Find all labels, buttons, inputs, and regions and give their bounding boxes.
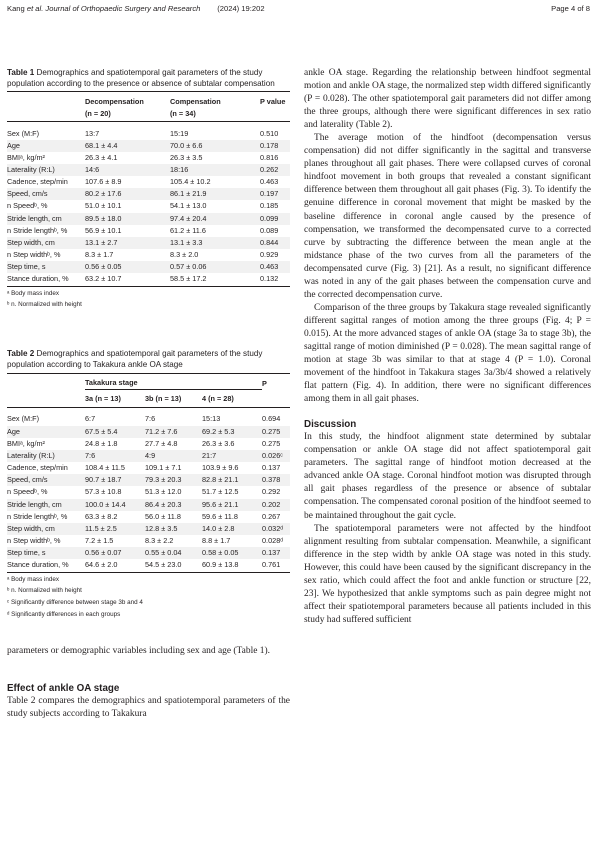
table-cell: 79.3 ± 20.3 bbox=[145, 475, 182, 485]
table-cell: 0.57 ± 0.06 bbox=[170, 262, 207, 272]
running-header bbox=[7, 4, 590, 18]
table-cell: 0.197 bbox=[260, 189, 279, 199]
table-cell bbox=[262, 390, 290, 408]
table-row bbox=[7, 128, 290, 140]
table-cell: 14:6 bbox=[85, 164, 100, 174]
table-row bbox=[7, 499, 290, 511]
table-cell: 0.510 bbox=[260, 128, 279, 138]
table1-header-row bbox=[7, 92, 290, 109]
table-cell: 3a (n = 13) bbox=[85, 390, 145, 408]
table-cell: Speed, cm/s bbox=[7, 475, 48, 485]
table-cell: 0.56 ± 0.05 bbox=[85, 262, 122, 272]
table-cell: 54.1 ± 13.0 bbox=[170, 201, 207, 211]
table-cell: Sex (M:F) bbox=[7, 128, 40, 138]
table-cell: Age bbox=[7, 426, 20, 436]
table-cell: Speed, cm/s bbox=[7, 189, 48, 199]
table-cell: 0.028ᵈ bbox=[262, 536, 284, 546]
table-cell: 71.2 ± 7.6 bbox=[145, 426, 178, 436]
table-cell: Step width, cm bbox=[7, 523, 55, 533]
table-cell: 86.4 ± 20.3 bbox=[145, 499, 182, 509]
table-row bbox=[7, 413, 290, 425]
table-cell: 0.137 bbox=[262, 463, 281, 473]
paragraph-step-width: ankle OA stage. Regarding the relationship between hindfoot segmental motion and ankle OA stage, the normalized step width differed significantly (P = 0.028). The other spatiotemporal gait parameters did not differ among the three groups, although there were significant differences in sex ratio and laterality (Table 2). bbox=[304, 68, 591, 131]
table2-header-row bbox=[7, 390, 290, 408]
table-cell: 8.3 ± 1.7 bbox=[85, 250, 114, 260]
table-cell: 24.8 ± 1.8 bbox=[85, 438, 118, 448]
table-cell: 51.0 ± 10.1 bbox=[85, 201, 122, 211]
table-row bbox=[7, 462, 290, 474]
table-cell: 0.378 bbox=[262, 475, 281, 485]
table-cell: 89.5 ± 18.0 bbox=[85, 213, 122, 223]
table-cell: 0.099 bbox=[260, 213, 279, 223]
table-cell: 7:6 bbox=[145, 414, 156, 424]
table-row bbox=[7, 438, 290, 450]
table-cell: 69.2 ± 5.3 bbox=[202, 426, 235, 436]
table-cell: 107.6 ± 8.9 bbox=[85, 177, 122, 187]
table-cell: Laterality (R:L) bbox=[7, 164, 55, 174]
table-row bbox=[7, 200, 290, 212]
table-cell: 8.3 ± 2.0 bbox=[170, 250, 199, 260]
table-cell: 51.3 ± 12.0 bbox=[145, 487, 182, 497]
table-cell: n Speedᵇ, % bbox=[7, 487, 48, 497]
table2-caption: Table 2 Demographics and spatiotemporal gait parameters of the study population according to Takakura ankle OA stage bbox=[7, 349, 263, 369]
table-cell bbox=[7, 374, 85, 390]
table-cell: n Step widthᵇ, % bbox=[7, 250, 61, 260]
table2 bbox=[7, 373, 290, 572]
table-cell: Step time, s bbox=[7, 548, 46, 558]
table-row bbox=[7, 237, 290, 249]
table-cell: 67.5 ± 5.4 bbox=[85, 426, 118, 436]
table-cell: 0.275 bbox=[262, 438, 281, 448]
table-row bbox=[7, 523, 290, 535]
table-cell: 26.3 ± 3.5 bbox=[170, 152, 203, 162]
table-cell: 21:7 bbox=[202, 450, 217, 460]
table-row bbox=[7, 152, 290, 164]
table-cell: Cadence, step/min bbox=[7, 177, 68, 187]
table-cell: 61.2 ± 11.6 bbox=[170, 225, 206, 235]
table-cell: 64.6 ± 2.0 bbox=[85, 559, 145, 572]
table-row bbox=[7, 261, 290, 273]
table-cell: (n = 34) bbox=[170, 108, 260, 121]
table-cell: 0.262 bbox=[260, 164, 279, 174]
table-cell: P bbox=[262, 374, 290, 390]
table-cell: n Stride lengthᵇ, % bbox=[7, 225, 68, 235]
table-cell: 97.4 ± 20.4 bbox=[170, 213, 207, 223]
table1 bbox=[7, 91, 290, 286]
table2-footnote: ᵃ Body mass index bbox=[7, 575, 60, 583]
table-cell: 15:13 bbox=[202, 414, 221, 424]
table-cell: Step width, cm bbox=[7, 237, 55, 247]
table-cell: 8.8 ± 1.7 bbox=[202, 536, 231, 546]
table-cell: 56.0 ± 11.8 bbox=[145, 511, 181, 521]
table-cell: 0.026ᶜ bbox=[262, 450, 283, 460]
paragraph-discussion-1: In this study, the hindfoot alignment state determined by subtalar compensation or ankle OA stage did not affect spatiotemporal gait parameters. The sagittal range of hindfoot motion decreased at the advanced ankle OA stage. Coronal hindfoot motion was disrupted through all gait phases regardless of the presence or absence of subtalar compensation. The compensated coronal position of the hindfoot seemed to be maintained throughout the gait cycle. bbox=[304, 432, 591, 521]
table-row bbox=[7, 213, 290, 225]
table-row bbox=[7, 535, 290, 547]
table-cell: P value bbox=[260, 92, 290, 109]
table2-footnote: ᵈ Significantly differences in each groups bbox=[7, 610, 121, 618]
table1-caption: Table 1 Demographics and spatiotemporal gait parameters of the study population according to the presence or absence of subtalar compensation bbox=[7, 68, 275, 88]
table-cell: 8.3 ± 2.2 bbox=[145, 536, 174, 546]
table-cell: 0.761 bbox=[262, 559, 290, 572]
table-cell: 6:7 bbox=[85, 414, 96, 424]
table-cell: 26.3 ± 3.6 bbox=[202, 438, 235, 448]
table-cell: 4:9 bbox=[145, 450, 156, 460]
table-cell: BMIᵃ, kg/m² bbox=[7, 152, 45, 162]
table-cell: 0.463 bbox=[260, 177, 279, 187]
table-cell: 86.1 ± 21.9 bbox=[170, 189, 207, 199]
table-cell: n Step widthᵇ, % bbox=[7, 536, 61, 546]
table-cell: 3b (n = 13) bbox=[145, 390, 202, 408]
table-cell: 0.137 bbox=[262, 548, 281, 558]
table2-footnote: ᶜ Significantly difference between stage 3b and 4 bbox=[7, 599, 143, 607]
table-cell: Stance duration, % bbox=[7, 273, 85, 286]
table-cell: 59.6 ± 11.8 bbox=[202, 511, 238, 521]
table-cell: Decompensation bbox=[85, 92, 170, 109]
table-cell: Takakura stage bbox=[85, 374, 262, 390]
table-cell: 7:6 bbox=[85, 450, 96, 460]
table-cell: 100.0 ± 14.4 bbox=[85, 499, 126, 509]
table-cell: Sex (M:F) bbox=[7, 414, 40, 424]
table-cell: Laterality (R:L) bbox=[7, 450, 55, 460]
table-cell: 0.292 bbox=[262, 487, 281, 497]
table-cell: 7.2 ± 1.5 bbox=[85, 536, 114, 546]
paragraph-ankle-oa: Table 2 compares the demographics and spatiotemporal parameters of the study subjects according to Takakura bbox=[7, 695, 290, 719]
section-heading-discussion: Discussion bbox=[304, 419, 357, 431]
table-row bbox=[7, 450, 290, 462]
table-cell: 13:7 bbox=[85, 128, 100, 138]
section-heading-ankle-oa: Effect of ankle OA stage bbox=[7, 682, 120, 694]
table-cell: 15:19 bbox=[170, 128, 189, 138]
table-cell: 68.1 ± 4.4 bbox=[85, 140, 118, 150]
table-row bbox=[7, 559, 290, 572]
table-cell: 70.0 ± 6.6 bbox=[170, 140, 203, 150]
table-cell: 0.185 bbox=[260, 201, 279, 211]
table-cell: 0.694 bbox=[262, 414, 281, 424]
table-cell: 90.7 ± 18.7 bbox=[85, 475, 122, 485]
table-row bbox=[7, 511, 290, 523]
left-column bbox=[7, 68, 290, 721]
table-cell: 13.1 ± 3.3 bbox=[170, 237, 203, 247]
table2-footnote: ᵇ n. Normalized with height bbox=[7, 587, 82, 595]
table-cell: 0.816 bbox=[260, 152, 279, 162]
table-cell: 0.132 bbox=[260, 273, 290, 286]
paragraph-takakura-comparison: Comparison of the three groups by Takakura stage revealed significantly different sagittal ranges of motion among the three groups (Fig. 4; P = 0.015). At the more advanced stages of ankle OA (stage 3a to stage 3b), the sagittal range of motion diminished (P = 0.028). The mean sagittal range of motion at stage 3b was similar to that at stage 4 (P = 1.0). Coronal movement of the hindfoot in Takakura stages 3a/3b/4 showed a relatively flat pattern (Fig. 4). In addition, there were no significant differences among them in all gait phases. bbox=[304, 302, 591, 405]
table-row bbox=[7, 273, 290, 286]
table-cell: 0.463 bbox=[260, 262, 279, 272]
table-cell: 11.5 ± 2.5 bbox=[85, 523, 117, 533]
page-number: Page 4 of 8 bbox=[551, 4, 590, 13]
table-row bbox=[7, 547, 290, 559]
table-cell bbox=[7, 108, 85, 121]
table1-footnote: ᵇ n. Normalized with height bbox=[7, 301, 82, 309]
table-cell: 51.7 ± 12.5 bbox=[202, 487, 239, 497]
table-cell: 95.6 ± 21.1 bbox=[202, 499, 239, 509]
table-cell: 0.275 bbox=[262, 426, 281, 436]
table-row bbox=[7, 486, 290, 498]
table-cell: 58.5 ± 17.2 bbox=[170, 273, 260, 286]
table-cell: 63.3 ± 8.2 bbox=[85, 511, 118, 521]
table-cell: 18:16 bbox=[170, 164, 189, 174]
table-cell: 27.7 ± 4.8 bbox=[145, 438, 178, 448]
table-cell bbox=[260, 108, 290, 121]
table-row bbox=[7, 249, 290, 261]
table-row bbox=[7, 164, 290, 176]
table-cell: 26.3 ± 4.1 bbox=[85, 152, 118, 162]
header-citation: Kang et al. Journal of Orthopaedic Surgery and Research (2024) 19:202 bbox=[7, 4, 265, 13]
table-cell: Step time, s bbox=[7, 262, 46, 272]
table-cell: 0.267 bbox=[262, 511, 281, 521]
table-cell: 103.9 ± 9.6 bbox=[202, 463, 239, 473]
table-cell bbox=[7, 390, 85, 408]
paragraph-results-summary: parameters or demographic variables including sex and age (Table 1). bbox=[7, 645, 270, 656]
table-cell: 12.8 ± 3.5 bbox=[145, 523, 178, 533]
table-cell: 0.58 ± 0.05 bbox=[202, 548, 239, 558]
paragraph-hindfoot-motion: The average motion of the hindfoot (decompensation versus compensation) did not differ significantly in the sagittal and transverse planes throughout all gait phases. There were collapsed curves of coronal hindfoot movement in both groups that revealed a constant significant difference between them throughout all gait phases (Fig. 3). To identify the genuine difference in coronal movement that might be masked by the baseline difference in coronal angle caused by the presence of compensation, we transformed the decompensated curve to a corrected curve by subtracting the difference between the mean angle at the midstance phase of the two curves from all the parameters of the decompensated curve (Fig. 3) [21]. As a result, no significant difference was noted in any of the gait phases between the compensation curve and the corrected decompensation curve. bbox=[304, 133, 591, 300]
table-cell bbox=[7, 92, 85, 109]
table-cell: 0.178 bbox=[260, 140, 279, 150]
table-cell: n Speedᵇ, % bbox=[7, 201, 48, 211]
table2-header-row bbox=[7, 374, 290, 390]
table1-footnote: ᵃ Body mass index bbox=[7, 289, 60, 297]
table-cell: Compensation bbox=[170, 92, 260, 109]
table-row bbox=[7, 225, 290, 237]
table1-footnotes bbox=[7, 288, 290, 312]
table-cell: 0.089 bbox=[260, 225, 279, 235]
table-cell: Age bbox=[7, 140, 20, 150]
table-cell: 0.202 bbox=[262, 499, 281, 509]
table-cell: 105.4 ± 10.2 bbox=[170, 177, 211, 187]
table-row bbox=[7, 188, 290, 200]
table-cell: n Stride lengthᵇ, % bbox=[7, 511, 68, 521]
table-cell: 54.5 ± 23.0 bbox=[145, 559, 202, 572]
table-cell: 0.55 ± 0.04 bbox=[145, 548, 182, 558]
table2-footnotes bbox=[7, 574, 290, 621]
table-row bbox=[7, 176, 290, 188]
table-cell: Stance duration, % bbox=[7, 559, 85, 572]
table-cell: 80.2 ± 17.6 bbox=[85, 189, 122, 199]
table-cell: 56.9 ± 10.1 bbox=[85, 225, 122, 235]
table-cell: Cadence, step/min bbox=[7, 463, 68, 473]
right-column bbox=[304, 67, 591, 627]
table-cell: 0.844 bbox=[260, 237, 279, 247]
table-cell: 4 (n = 28) bbox=[202, 390, 262, 408]
table-cell: 108.4 ± 11.5 bbox=[85, 463, 125, 473]
table-cell: 57.3 ± 10.8 bbox=[85, 487, 122, 497]
table-cell: 109.1 ± 7.1 bbox=[145, 463, 182, 473]
table-row bbox=[7, 426, 290, 438]
table-cell: 60.9 ± 13.8 bbox=[202, 559, 262, 572]
table-cell: (n = 20) bbox=[85, 108, 170, 121]
table-cell: 0.929 bbox=[260, 250, 279, 260]
table-cell: Stride length, cm bbox=[7, 499, 62, 509]
table-row bbox=[7, 474, 290, 486]
paragraph-discussion-2: The spatiotemporal parameters were not affected by the hindfoot alignment resulting from subtalar compensation. Meanwhile, a significant difference in the step width by ankle OA stage was noted in this study. However, this could have been caused by the significant discrepancy in the sex ratio, which could affect the foot and ankle function or structure [22, 23]. We hypothesized that ankle symptoms such as pain degree might not affect their spatiotemporal parameters because all patients included in this study had suffered sufficient bbox=[304, 523, 591, 625]
table-cell: Stride length, cm bbox=[7, 213, 62, 223]
table-cell: 63.2 ± 10.7 bbox=[85, 273, 170, 286]
table-cell: 13.1 ± 2.7 bbox=[85, 237, 118, 247]
table-cell: 14.0 ± 2.8 bbox=[202, 523, 235, 533]
table1-header-row bbox=[7, 108, 290, 121]
table-cell: BMIᵃ, kg/m² bbox=[7, 438, 45, 448]
table-cell: 0.032ᵈ bbox=[262, 523, 284, 533]
table-cell: 82.8 ± 21.1 bbox=[202, 475, 239, 485]
table-cell: 0.56 ± 0.07 bbox=[85, 548, 122, 558]
table-row bbox=[7, 140, 290, 152]
